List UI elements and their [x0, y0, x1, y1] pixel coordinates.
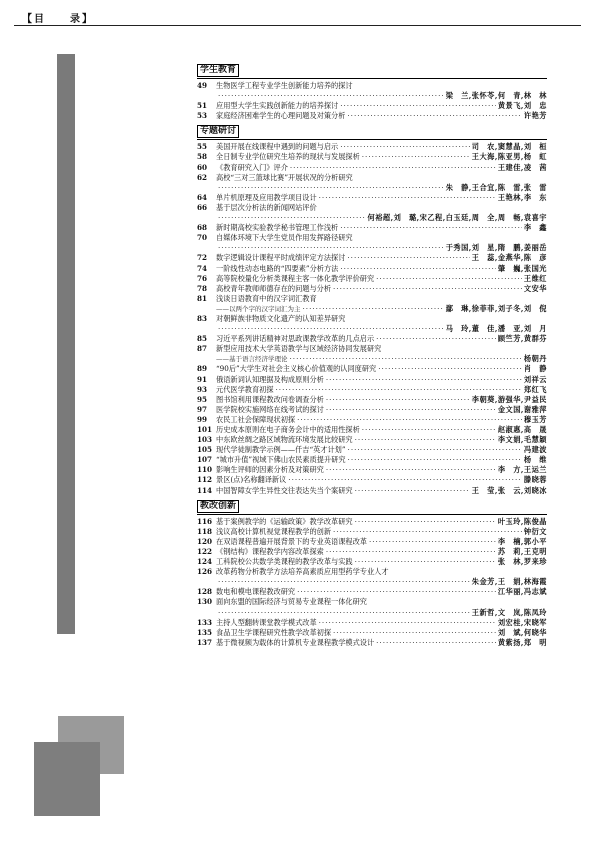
section-title: 教改创新	[197, 500, 239, 513]
entry-page-number: 70	[197, 233, 208, 243]
dot-leader	[218, 324, 444, 334]
entry-title: 家庭经济困难学生的心理问题及对策分析	[216, 111, 346, 121]
entry-authors: 刘 斌,何晓华	[497, 627, 547, 637]
dot-leader	[218, 213, 366, 223]
entry-title: 单片机原理及应用教学项目设计	[216, 192, 317, 202]
entry-authors: 顾竺芳,黄群芬	[497, 334, 547, 344]
dot-leader	[326, 405, 496, 415]
entry-authors: 王大海,陈亚男,杨 虹	[471, 152, 547, 162]
section-title: 专题研讨	[197, 125, 239, 138]
entry-page-number: 107	[197, 455, 213, 465]
toc-entry[interactable]	[197, 638, 547, 648]
section-title: 学生教育	[197, 64, 239, 77]
entry-title: 现代学徒制教学示例——仟吉“英才计划”	[216, 445, 346, 455]
entry-page-number: 76	[197, 273, 208, 283]
dot-leader	[348, 455, 522, 465]
entry-title: 在双语课程普遍开展背景下的专业英语课程改革	[216, 536, 367, 546]
entry-title: 元代医学教育初探	[216, 384, 274, 394]
entry-authors: 金文国,谢雅萍	[497, 404, 547, 414]
entry-authors: 司 农,窦慧晶,刘 桓	[471, 142, 547, 152]
toc-entry[interactable]	[197, 364, 547, 374]
entry-authors: 许艳芳	[523, 111, 547, 121]
entry-page-number: 91	[197, 374, 208, 384]
dot-leader	[276, 385, 522, 395]
dot-leader	[326, 547, 496, 557]
entry-title: “90后”大学生对社会主义核心价值观的认同度研究	[216, 364, 377, 374]
toc-entry[interactable]	[197, 163, 547, 173]
entry-page-number: 58	[197, 152, 208, 162]
entry-page-number: 66	[197, 202, 208, 212]
dot-leader	[376, 334, 496, 344]
entry-page-number: 87	[197, 344, 208, 354]
entry-title: 景区(点)名称翻译新议	[216, 475, 287, 485]
entry-title: 数字逻辑设计课程平时成绩评定方法探讨	[216, 253, 346, 263]
entry-authors: 王建佳,凌 茜	[497, 162, 547, 172]
header-rule	[14, 25, 581, 26]
dot-leader	[303, 304, 444, 314]
entry-title: 食品卫生学课程研究性教学改革初探	[216, 627, 332, 637]
entry-page-number: 93	[197, 384, 208, 394]
entry-authors: 李 方,王运兰	[497, 465, 547, 475]
toc-entry[interactable]	[197, 618, 547, 628]
dot-leader	[340, 264, 496, 274]
entry-page-number: 124	[197, 557, 213, 567]
entry-title: 数电和模电课程教改研究	[216, 587, 296, 597]
entry-title: 中东欧丝绸之路区域物流环境发展比较研究	[216, 435, 353, 445]
entry-page-number: 118	[197, 526, 213, 536]
dot-leader	[218, 91, 444, 101]
entry-title: 改革药物分析教学方法培养高素质应用型药学专业人才	[216, 567, 389, 577]
toc-entry[interactable]	[197, 111, 547, 121]
entry-title: 工科院校公共数学类课程的教学改革与实践	[216, 557, 353, 567]
entry-page-number: 95	[197, 394, 208, 404]
entry-page-number: 103	[197, 435, 213, 445]
dot-leader	[376, 274, 522, 284]
entry-authors: 王 蕊,金燕华,陈 彦	[471, 253, 547, 263]
entry-page-number: 85	[197, 334, 208, 344]
entry-authors: 马 玲,董 佳,潘 亚,刘 月	[445, 324, 547, 334]
entry-page-number: 105	[197, 445, 213, 455]
entry-authors: 穆玉芳	[523, 414, 547, 424]
entry-title: 习近平系列讲话精神对思政课教学改革的几点启示	[216, 334, 375, 344]
toc-entry[interactable]	[197, 537, 547, 547]
entry-title: 高校青年教师师德存在的问题与分析	[216, 283, 332, 293]
entry-title: “城市升值”视域下佛山农民素质提升研究	[216, 455, 346, 465]
entry-authors: 江华丽,冯志斌	[497, 587, 547, 597]
toc-entry[interactable]	[197, 415, 547, 425]
toc-entry[interactable]	[197, 567, 547, 577]
toc-entry[interactable]	[197, 517, 547, 527]
dot-leader	[376, 638, 496, 648]
entry-page-number: 53	[197, 111, 208, 121]
toc-entry[interactable]	[197, 314, 547, 324]
entry-authors: 杨 维	[523, 455, 547, 465]
section-header	[197, 496, 547, 515]
entry-page-number: 49	[197, 81, 208, 90]
dot-leader	[218, 577, 470, 587]
toc-entry[interactable]	[197, 527, 547, 537]
entry-authors: 张 林,罗来珍	[497, 557, 547, 567]
entry-title: 高校“三对三篮球比赛”开展状况的分析研究	[216, 172, 353, 182]
entry-authors: 李 楠,郭小平	[497, 536, 547, 546]
toc-entry[interactable]	[197, 486, 547, 496]
dot-leader	[348, 445, 522, 455]
dot-leader	[355, 517, 496, 527]
entry-page-number: 101	[197, 425, 213, 434]
entry-page-number: 114	[197, 485, 213, 495]
entry-page-number: 74	[197, 263, 208, 273]
entry-subtitle: ——基于语言经济学理论	[216, 355, 288, 364]
toc-entry[interactable]	[197, 375, 547, 385]
entry-authors: 黄紫扬,郑 明	[497, 637, 547, 647]
toc-entry[interactable]	[197, 628, 547, 638]
dot-leader	[319, 193, 496, 203]
toc-entry[interactable]	[197, 425, 547, 435]
page-header: 【目 录】	[22, 14, 94, 25]
entry-authors: 李朝葵,游强华,尹益民	[471, 394, 547, 404]
entry-subtitle: ——以两个字的汉字词汇为主	[216, 304, 301, 313]
entry-page-number: 133	[197, 617, 213, 627]
entry-page-number: 78	[197, 283, 208, 293]
entry-authors: 鄢 琳,徐菲菲,刘子冬,刘 倪	[445, 303, 547, 313]
dot-leader	[355, 557, 496, 567]
entry-authors: 梁 兰,张怀苓,何 青,林 林	[445, 91, 547, 101]
toc-entry-continuation	[197, 608, 547, 618]
dot-leader	[347, 111, 522, 121]
dot-leader	[218, 608, 470, 618]
entry-title: 面向东盟的国际经济与贸易专业课程一体化研究	[216, 597, 367, 607]
entry-title: 美国开展在线课程中遇到的问题与启示	[216, 142, 339, 152]
decorative-sidebar-bar	[57, 54, 75, 634]
entry-page-number: 112	[197, 475, 213, 485]
entry-page-number: 135	[197, 627, 213, 637]
toc-entry[interactable]	[197, 101, 547, 111]
entry-page-number: 128	[197, 587, 213, 597]
toc-entry-continuation	[197, 324, 547, 334]
entry-title: 俄语新词认知理据及构成原则分析	[216, 374, 324, 384]
entry-authors: 刘宏桂,宋晓军	[497, 617, 547, 627]
entry-authors: 滕晓蓉	[523, 475, 547, 485]
toc-entry[interactable]	[197, 557, 547, 567]
dot-leader	[347, 253, 469, 263]
entry-page-number: 60	[197, 162, 208, 172]
toc-entry-continuation	[197, 183, 547, 193]
entry-authors: 王 莹,张 云,刘晓冰	[471, 485, 547, 495]
entry-title: 主持人型翻转课堂教学模式改革	[216, 617, 317, 627]
entry-authors: 朱金芳,王 娟,林海霞	[471, 577, 547, 587]
entry-page-number: 64	[197, 192, 208, 202]
entry-title: 生物医学工程专业学生创新能力培养的探讨	[216, 81, 353, 90]
entry-page-number: 72	[197, 253, 208, 263]
dot-leader	[340, 142, 470, 152]
entry-title: 基于层次分析法的新闻网站评价	[216, 202, 317, 212]
toc-entry[interactable]	[197, 385, 547, 395]
decorative-square-lower	[34, 742, 100, 816]
toc-entry[interactable]	[197, 395, 547, 405]
entry-title: 高等院校量化分析类课程主客一体化教学评价研究	[216, 273, 375, 283]
entry-authors: 肖 静	[523, 364, 547, 374]
dot-leader	[290, 354, 522, 364]
dot-leader	[333, 628, 496, 638]
entry-title: 基于案例教学的《运输政策》教学改革研究	[216, 516, 353, 526]
toc-entry[interactable]	[197, 587, 547, 597]
toc-entry[interactable]	[197, 334, 547, 344]
entry-page-number: 89	[197, 364, 208, 374]
toc-entry-continuation	[197, 354, 547, 364]
entry-title: 对朝鲜族非物质文化遗产的认知差异研究	[216, 313, 346, 323]
entry-title: 历史成本原则在电子商务会计中的适用性探析	[216, 425, 360, 434]
dot-leader	[326, 465, 496, 475]
entry-authors: 朱 静,王合宜,陈 雷,张 雷	[445, 182, 547, 192]
entry-authors: 冯建波	[523, 445, 547, 455]
entry-authors: 王新哲,文 岚,陈凤玲	[471, 607, 547, 617]
toc-entry[interactable]	[197, 264, 547, 274]
entry-page-number: 130	[197, 597, 213, 607]
entry-authors: 李文娟,毛慧颖	[497, 435, 547, 445]
toc-entry-continuation	[197, 304, 547, 314]
entry-authors: 苏 莉,王克明	[497, 546, 547, 556]
dot-leader	[326, 395, 470, 405]
toc-entry[interactable]	[197, 173, 547, 183]
toc-entry[interactable]	[197, 445, 547, 455]
entry-title: 浅议高校计算机视觉课程教学的创新	[216, 526, 332, 536]
entry-title: 《教育研究入门》评介	[216, 162, 288, 172]
entry-title: 自媒体环境下大学生党员作用发挥路径研究	[216, 233, 353, 243]
dot-leader	[355, 486, 470, 496]
entry-page-number: 122	[197, 546, 213, 556]
toc-entry-continuation	[197, 91, 547, 101]
toc-entry-continuation	[197, 213, 547, 223]
dot-leader	[369, 537, 496, 547]
toc-entry[interactable]	[197, 253, 547, 263]
dot-leader	[340, 101, 496, 111]
entry-authors: 文安华	[523, 283, 547, 293]
entry-page-number: 97	[197, 404, 208, 414]
entry-authors: 黄景飞,刘 忠	[497, 101, 547, 111]
toc-entry[interactable]	[197, 233, 547, 243]
toc-entry[interactable]	[197, 284, 547, 294]
entry-authors: 肇 巍,张国光	[497, 263, 547, 273]
entry-authors: 王艳林,李 东	[497, 192, 547, 202]
dot-leader	[333, 284, 522, 294]
toc-entry[interactable]	[197, 142, 547, 152]
dot-leader	[297, 415, 522, 425]
toc-entry[interactable]	[197, 274, 547, 284]
toc-entry[interactable]	[197, 465, 547, 475]
dot-leader	[333, 527, 522, 537]
entry-title: 图书馆利用课程教改问卷调查分析	[216, 394, 324, 404]
toc-entry-continuation	[197, 577, 547, 587]
dot-leader	[218, 243, 444, 253]
toc-entry[interactable]	[197, 294, 547, 304]
entry-authors: 李 鑫	[523, 223, 547, 233]
entry-page-number: 51	[197, 101, 208, 111]
entry-title: 一阶线性动态电路的“四要素”分析方法	[216, 263, 339, 273]
toc-entry[interactable]	[197, 475, 547, 485]
entry-page-number: 62	[197, 172, 208, 182]
dot-leader	[340, 223, 522, 233]
entry-page-number: 126	[197, 567, 213, 577]
entry-page-number: 83	[197, 313, 208, 323]
toc-entry[interactable]	[197, 455, 547, 465]
toc-entry[interactable]	[197, 193, 547, 203]
entry-page-number: 120	[197, 536, 213, 546]
entry-page-number: 110	[197, 465, 213, 475]
entry-page-number: 137	[197, 637, 213, 647]
toc-entry[interactable]	[197, 547, 547, 557]
dot-leader	[290, 163, 496, 173]
entry-title: 中国智障女学生异性交往表达失当个案研究	[216, 485, 353, 495]
entry-title: 应用型大学生实践创新能力的培养探讨	[216, 101, 339, 111]
entry-page-number: 81	[197, 293, 208, 303]
dot-leader	[378, 364, 522, 374]
entry-title: 影响生评师的因素分析及对策研究	[216, 465, 324, 475]
toc-entry[interactable]	[197, 81, 547, 91]
toc-entry[interactable]	[197, 405, 547, 415]
entry-page-number: 116	[197, 516, 213, 526]
toc-entry[interactable]	[197, 435, 547, 445]
entry-title: 新型应用技术大学英语教学与区域经济协同发展研究	[216, 344, 382, 354]
entry-authors: 钟衍文	[523, 526, 547, 536]
toc-entry[interactable]	[197, 223, 547, 233]
entry-authors: 叶玉玲,陈俊晶	[497, 516, 547, 526]
entry-page-number: 55	[197, 142, 208, 152]
section-header	[197, 60, 547, 79]
entry-authors: 何裕超,刘 璐,宋乙程,白玉廷,周 全,周 畅,袁喜宇	[367, 213, 547, 223]
dot-leader	[326, 375, 522, 385]
entry-title: 浅谈日语教育中的汉字词汇教育	[216, 293, 317, 303]
toc-entry[interactable]	[197, 152, 547, 162]
dot-leader	[288, 475, 522, 485]
table-of-contents	[197, 60, 547, 648]
entry-title: 全日制专业学位研究生培养的现状与发展探析	[216, 152, 360, 162]
entry-authors: 刘祥云	[523, 374, 547, 384]
entry-authors: 赵淑惠,高 晟	[497, 425, 547, 434]
toc-entry-continuation	[197, 243, 547, 253]
dot-leader	[362, 425, 496, 435]
dot-leader	[297, 587, 496, 597]
entry-title: 基于微视频为载体的计算机专业课程教学模式设计	[216, 637, 375, 647]
dot-leader	[355, 435, 496, 445]
entry-authors: 于秀国,刘 星,隋 鹏,姜丽岳	[445, 243, 547, 253]
entry-authors: 杨朝丹	[523, 354, 547, 364]
entry-authors: 郑红飞	[523, 384, 547, 394]
toc-entry[interactable]	[197, 203, 547, 213]
entry-authors: 王维红	[523, 273, 547, 283]
entry-title: 医学院校实施网络在线考试的探讨	[216, 404, 324, 414]
toc-entry[interactable]	[197, 344, 547, 354]
entry-title: 《钢结构》课程教学内容改革探索	[216, 546, 324, 556]
entry-page-number: 99	[197, 414, 208, 424]
dot-leader	[218, 183, 444, 193]
dot-leader	[362, 152, 470, 162]
entry-page-number: 68	[197, 223, 208, 233]
toc-entry[interactable]	[197, 597, 547, 607]
entry-title: 新时期高校实验教学秘书管理工作浅析	[216, 223, 339, 233]
dot-leader	[319, 618, 496, 628]
section-header	[197, 121, 547, 140]
entry-title: 农民工社会保障现状初探	[216, 414, 296, 424]
